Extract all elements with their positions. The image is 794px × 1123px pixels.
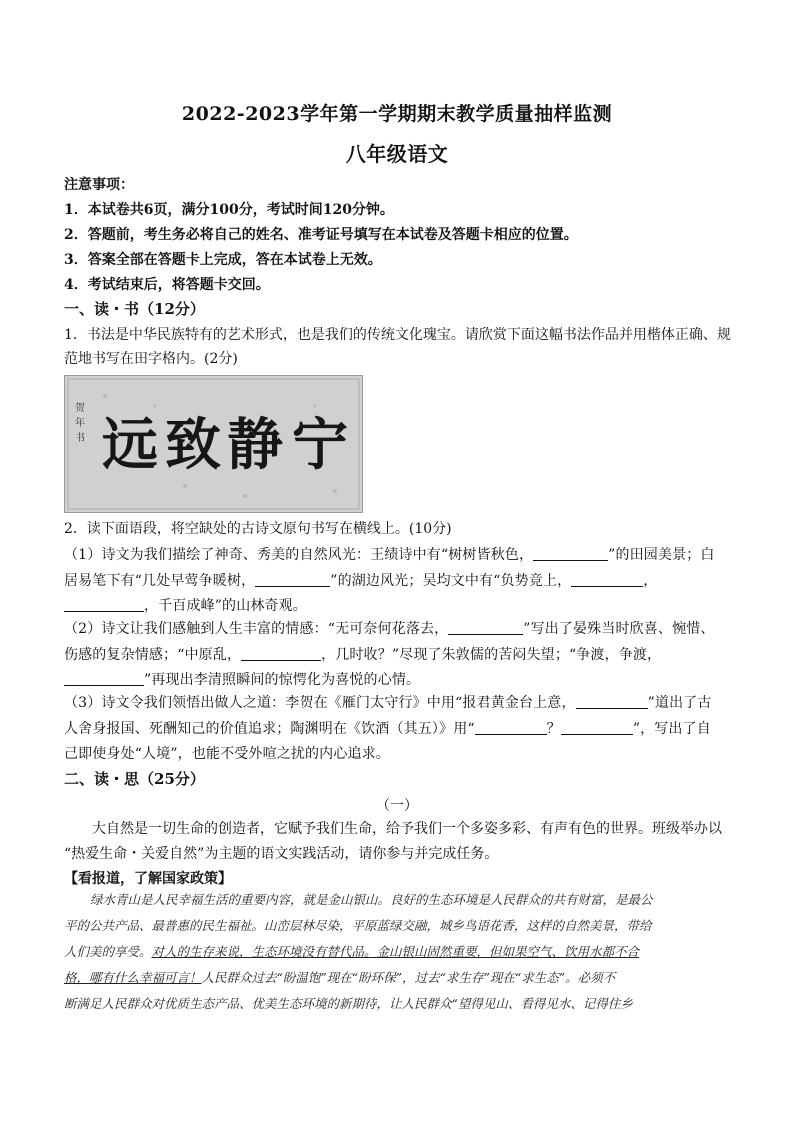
answer-blank[interactable]: [64, 671, 144, 686]
question-2-part-3: [64, 691, 734, 768]
news-report: [64, 887, 736, 1017]
text: （3）诗文令我们领悟出做人之道：李贺在《雁门太守行》中用“报君黄金台上意，: [64, 695, 576, 711]
intro-paragraph: 大自然是一切生命的创造者，它赋予我们生命，给予我们一个多姿多彩、有声有色的世界。班级举办以: [92, 821, 722, 837]
calligraphy-image: [64, 375, 363, 513]
svg-text:致: 致: [165, 412, 221, 478]
text: ”，写出了自: [632, 720, 711, 737]
svg-text:远: 远: [102, 412, 158, 478]
text: ”的湖边风光；吴均文中有“负势竞上，: [330, 572, 572, 589]
page-subtitle: 八年级语文: [345, 142, 449, 166]
notice-item: 2．答题前，考生务必将自己的姓名、准考证号填写在本试卷及答题卡相应的位置。: [64, 227, 578, 243]
text: ，几时收？”尽现了朱敦儒的苦闷失望；“争渡，争渡，: [321, 646, 662, 663]
answer-blank[interactable]: [571, 572, 643, 587]
text: ？: [546, 720, 561, 737]
svg-text:书: 书: [75, 433, 85, 444]
report-line: [64, 965, 736, 991]
question-2-part-1: [64, 543, 734, 620]
notice-item: 3．答案全部在答题卡上完成，答在本试卷上无效。: [64, 252, 382, 268]
text: 己即使身处“人境”，也能不受外喧之扰的内心追求。: [64, 746, 390, 762]
notice-item: 4．考试结束后，将答题卡交回。: [64, 277, 270, 293]
answer-blank[interactable]: [448, 620, 523, 635]
text: 伤感的复杂情感；“中原乱，: [64, 646, 242, 663]
section-heading-2: 二、读・思（25分）: [64, 770, 205, 788]
report-text: 人们美的享受。: [64, 944, 152, 959]
answer-blank[interactable]: [64, 597, 144, 612]
report-line: 平的公共产品、最普惠的民生福祉。山峦层林尽染，平原蓝绿交融，城乡鸟语花香，这样的自然美景，带给: [64, 918, 652, 933]
page-title: 2022-2023学年第一学期期末教学质量抽样监测: [181, 103, 613, 125]
svg-text:贺: 贺: [75, 403, 85, 414]
question-1-text-cont: 范地书写在田字格内。(2分): [64, 351, 238, 367]
notice-heading: 注意事项：: [64, 177, 134, 193]
text: （1）诗文为我们描绘了神奇、秀美的自然风光：王绩诗中有“树树皆秋色，: [64, 547, 534, 563]
svg-text:宁: 宁: [292, 412, 348, 478]
text: ，: [643, 572, 658, 589]
question-1-text: 1．书法是中华民族特有的艺术形式，也是我们的传统文化瑰宝。请欣赏下面这幅书法作品并用楷体正确、规: [64, 327, 731, 343]
text: 居易笔下有“几处早莺争暖树，: [64, 572, 256, 589]
svg-text:年: 年: [75, 418, 85, 429]
question-2-intro: 2．读下面语段，将空缺处的古诗文原句书写在横线上。(10分): [64, 521, 452, 537]
answer-blank[interactable]: [475, 720, 547, 735]
text: ”再现出李清照瞬间的惊愕化为喜悦的心情。: [144, 672, 421, 688]
answer-blank[interactable]: [576, 694, 648, 709]
part-label: （一）: [376, 798, 418, 814]
task-heading: 【看报道，了解国家政策】: [64, 871, 232, 887]
underlined-sentence: 格，哪有什么幸福可言！: [64, 970, 202, 985]
text: ，千百成峰”的山林奇观。: [144, 598, 307, 614]
underlined-sentence: 对人的生存来说，生态环境没有替代品。: [151, 944, 377, 959]
underlined-sentence: 金山银山固然重要，但如果空气、饮用水都不合: [376, 944, 640, 959]
answer-blank[interactable]: [241, 646, 321, 661]
report-line: [64, 939, 736, 965]
report-line: 断满足人民群众对优质生态产品、优美生态环境的新期待，让人民群众“望得见山、看得见水、记得住乡: [64, 996, 633, 1011]
calligraphy-artwork: [65, 376, 362, 512]
intro-paragraph-cont: “热爱生命・关爱自然”为主题的语文实践活动，请你参与并完成任务。: [64, 846, 499, 862]
svg-text:静: 静: [227, 412, 283, 478]
answer-blank[interactable]: [533, 546, 608, 561]
notice-item: 1．本试卷共6页，满分100分，考试时间120分钟。: [64, 202, 394, 218]
text: 人舍身报国、死酬知己的价值追求；陶渊明在《饮酒（其五）》用“: [64, 720, 475, 737]
report-line: 绿水青山是人民幸福生活的重要内容，就是金山银山。良好的生态环境是人民群众的共有财富，是最公: [90, 892, 653, 907]
text: ”道出了古: [647, 695, 712, 711]
text: ”写出了晏殊当时欣喜、惋惜、: [523, 621, 715, 637]
answer-blank[interactable]: [561, 720, 633, 735]
question-2-part-2: [64, 617, 734, 694]
answer-blank[interactable]: [255, 572, 330, 587]
section-heading-1: 一、读・书（12分）: [64, 300, 205, 318]
report-text: 人民群众过去“盼温饱”现在“盼环保”，过去“求生存”现在“求生态”。必须不: [201, 970, 616, 985]
text: （2）诗文让我们感触到人生丰富的情感：“无可奈何花落去，: [64, 621, 449, 637]
text: ”的田园美景；白: [608, 547, 715, 563]
